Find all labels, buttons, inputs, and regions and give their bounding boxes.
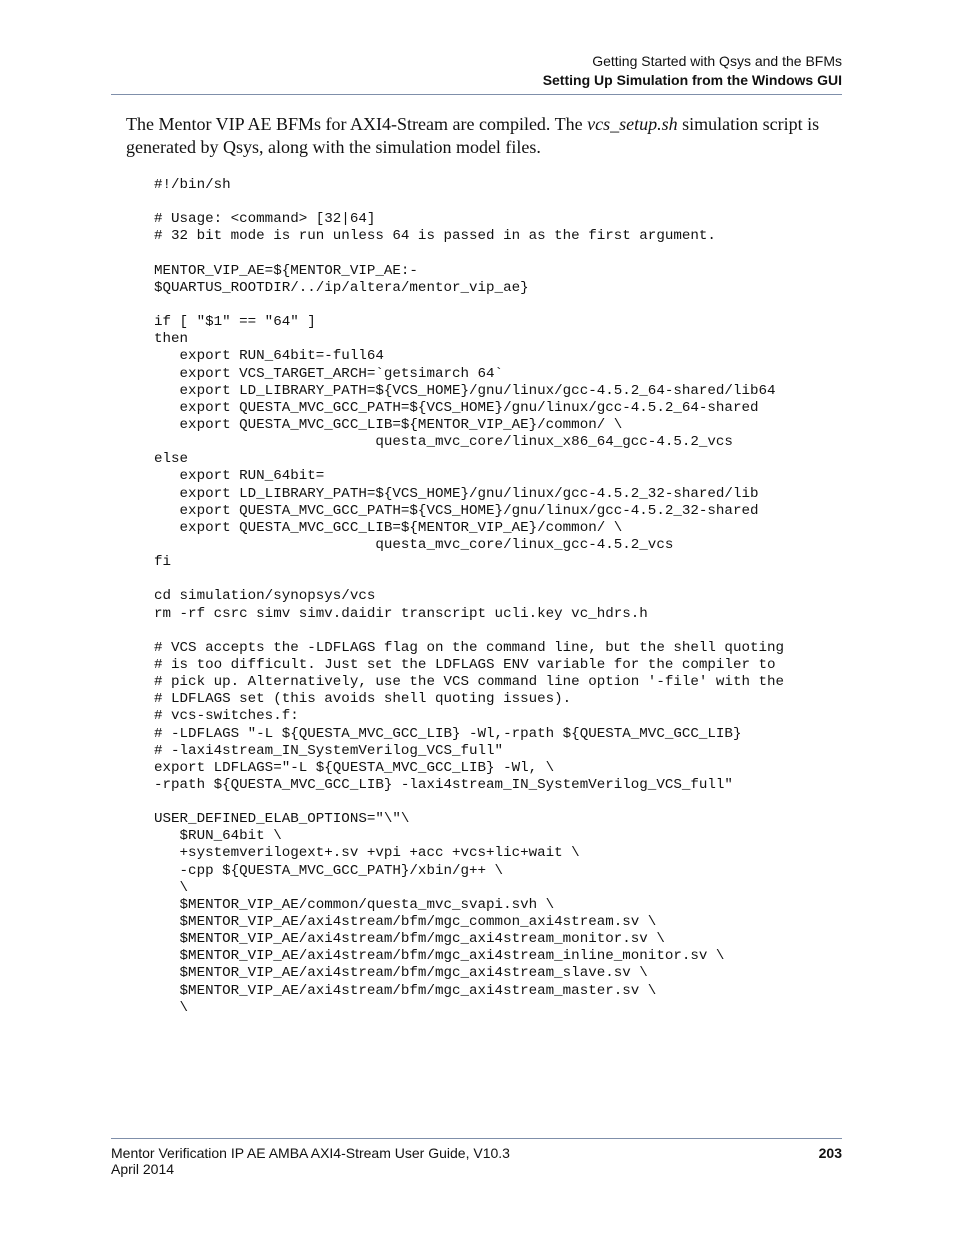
code-line: # Usage: <command> [32|64] bbox=[154, 211, 376, 228]
code-line: export QUESTA_MVC_GCC_LIB=${MENTOR_VIP_AE}/common/ \ bbox=[154, 416, 623, 433]
code-line: #!/bin/sh bbox=[154, 177, 231, 193]
code-line: if [ "$1" == "64" ] bbox=[154, 314, 316, 331]
code-line: MENTOR_VIP_AE=${MENTOR_VIP_AE:- bbox=[154, 262, 418, 279]
code-line: questa_mvc_core/linux_x86_64_gcc-4.5.2_vcs bbox=[154, 434, 733, 451]
code-line: export VCS_TARGET_ARCH=`getsimarch 64` bbox=[154, 365, 504, 382]
running-header bbox=[543, 52, 842, 90]
code-line: $MENTOR_VIP_AE/axi4stream/bfm/mgc_axi4stream_monitor.sv \ bbox=[154, 931, 665, 948]
script-name: vcs_setup.sh bbox=[587, 114, 678, 134]
code-line bbox=[154, 194, 784, 211]
code-line: export RUN_64bit= bbox=[154, 468, 325, 485]
intro-text-before: The Mentor VIP AE BFMs for AXI4-Stream are compiled. The bbox=[126, 114, 588, 134]
code-line: \ bbox=[154, 999, 189, 1016]
running-footer bbox=[111, 1145, 510, 1177]
code-line: -cpp ${QUESTA_MVC_GCC_PATH}/xbin/g++ \ bbox=[154, 862, 504, 879]
code-line: # pick up. Alternatively, use the VCS command line option '-file' with the bbox=[154, 674, 785, 691]
code-line: rm -rf csrc simv simv.daidir transcript ucli.key vc_hdrs.h bbox=[154, 605, 648, 622]
code-line: -rpath ${QUESTA_MVC_GCC_LIB} -laxi4stream_IN_SystemVerilog_VCS_full" bbox=[154, 776, 733, 793]
code-line: export LD_LIBRARY_PATH=${VCS_HOME}/gnu/linux/gcc-4.5.2_32-shared/lib bbox=[154, 485, 759, 502]
publication-date: April 2014 bbox=[111, 1161, 175, 1177]
code-line: $MENTOR_VIP_AE/common/questa_mvc_svapi.svh \ bbox=[154, 896, 555, 913]
code-line: $MENTOR_VIP_AE/axi4stream/bfm/mgc_axi4stream_inline_monitor.sv \ bbox=[154, 948, 725, 965]
code-line: # -LDFLAGS "-L ${QUESTA_MVC_GCC_LIB} -Wl,-rpath ${QUESTA_MVC_GCC_LIB} bbox=[154, 725, 742, 742]
code-line: export RUN_64bit=-full64 bbox=[154, 348, 384, 365]
chapter-title: Getting Started with Qsys and the BFMs bbox=[592, 53, 842, 69]
code-line: # LDFLAGS set (this avoids shell quoting issues). bbox=[154, 691, 572, 708]
code-line: then bbox=[154, 331, 189, 348]
code-line: +systemverilogext+.sv +vpi +acc +vcs+lic+wait \ bbox=[154, 845, 580, 862]
code-line bbox=[154, 246, 784, 263]
code-line bbox=[154, 794, 784, 811]
code-line: # VCS accepts the -LDFLAGS flag on the command line, but the shell quoting bbox=[154, 639, 785, 656]
code-line bbox=[154, 623, 784, 640]
code-listing bbox=[154, 177, 784, 1017]
footer-rule bbox=[111, 1138, 842, 1139]
code-line: export LD_LIBRARY_PATH=${VCS_HOME}/gnu/linux/gcc-4.5.2_64-shared/lib64 bbox=[154, 382, 776, 399]
code-line: questa_mvc_core/linux_gcc-4.5.2_vcs bbox=[154, 536, 674, 553]
code-line: cd simulation/synopsys/vcs bbox=[154, 588, 376, 605]
code-line: # 32 bit mode is run unless 64 is passed in as the first argument. bbox=[154, 228, 716, 245]
code-line: $MENTOR_VIP_AE/axi4stream/bfm/mgc_common_axi4stream.sv \ bbox=[154, 914, 657, 931]
code-line: export QUESTA_MVC_GCC_PATH=${VCS_HOME}/gnu/linux/gcc-4.5.2_64-shared bbox=[154, 399, 759, 416]
intro-paragraph bbox=[126, 113, 842, 159]
code-line: $RUN_64bit \ bbox=[154, 828, 282, 845]
code-line: export LDFLAGS="-L ${QUESTA_MVC_GCC_LIB} -Wl, \ bbox=[154, 759, 555, 776]
code-line: else bbox=[154, 451, 189, 468]
code-line: # is too difficult. Just set the LDFLAGS ENV variable for the compiler to bbox=[154, 656, 776, 673]
code-line: fi bbox=[154, 554, 172, 571]
code-line: $QUARTUS_ROOTDIR/../ip/altera/mentor_vip_ae} bbox=[154, 279, 529, 296]
code-line: USER_DEFINED_ELAB_OPTIONS="\"\ bbox=[154, 811, 410, 828]
header-rule bbox=[111, 94, 842, 95]
code-line: $MENTOR_VIP_AE/axi4stream/bfm/mgc_axi4stream_slave.sv \ bbox=[154, 965, 648, 982]
code-line: $MENTOR_VIP_AE/axi4stream/bfm/mgc_axi4stream_master.sv \ bbox=[154, 982, 657, 999]
section-title: Setting Up Simulation from the Windows GUI bbox=[542, 72, 842, 88]
code-line: # vcs-switches.f: bbox=[154, 708, 299, 725]
page-number: 203 bbox=[818, 1145, 842, 1161]
code-line bbox=[154, 571, 784, 588]
intro-text-after: simulation script is generated by Qsys, along with the simulation model files. bbox=[126, 114, 820, 157]
code-line: # -laxi4stream_IN_SystemVerilog_VCS_full" bbox=[154, 742, 504, 759]
code-line bbox=[154, 297, 784, 314]
code-line: export QUESTA_MVC_GCC_PATH=${VCS_HOME}/gnu/linux/gcc-4.5.2_32-shared bbox=[154, 502, 759, 519]
code-line: export QUESTA_MVC_GCC_LIB=${MENTOR_VIP_AE}/common/ \ bbox=[154, 519, 623, 536]
code-line: \ bbox=[154, 879, 189, 896]
guide-title: Mentor Verification IP AE AMBA AXI4-Stream User Guide, V10.3 bbox=[111, 1145, 510, 1161]
